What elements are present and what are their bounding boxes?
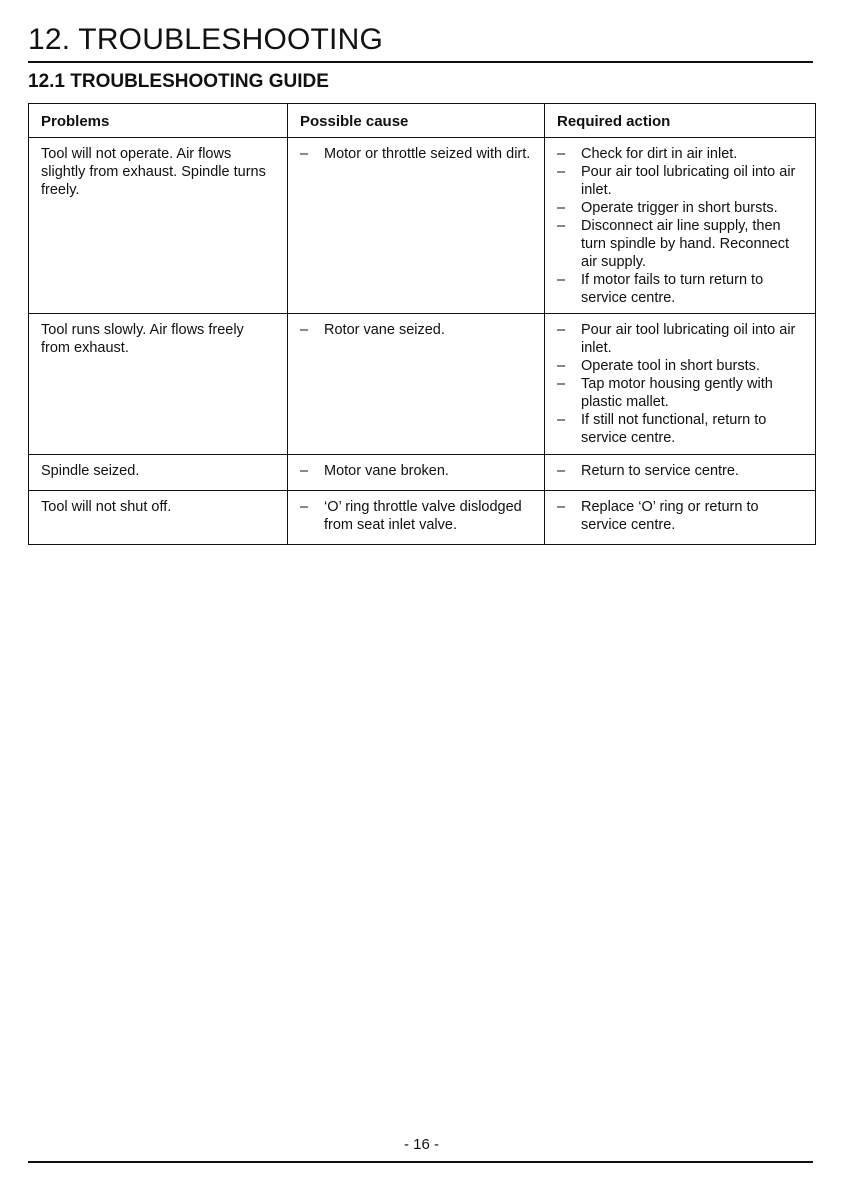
- cause-cell: [288, 491, 545, 545]
- title-divider: [28, 61, 813, 63]
- cause-list: [300, 321, 536, 339]
- action-text: Pour air tool lubricating oil into air inlet.: [581, 322, 796, 356]
- action-text: Operate trigger in short bursts.: [581, 200, 778, 216]
- dash-bullet: –: [557, 146, 566, 162]
- list-item: [557, 357, 807, 375]
- cause-cell: [288, 138, 545, 314]
- problem-cell: Tool will not operate. Air flows slightly from exhaust. Spindle turns freely.: [29, 138, 288, 314]
- dash-bullet: –: [300, 463, 309, 479]
- cause-list: [300, 498, 536, 534]
- table-row: [29, 138, 816, 314]
- table-row: [29, 455, 816, 491]
- action-text: If still not functional, return to service centre.: [581, 412, 767, 446]
- troubleshooting-table: [28, 103, 816, 545]
- dash-bullet: –: [300, 322, 309, 338]
- header-problems: Problems: [29, 104, 288, 138]
- action-cell: [545, 491, 816, 545]
- header-required-action: Required action: [545, 104, 816, 138]
- cause-text: ‘O’ ring throttle valve dislodged from seat inlet valve.: [324, 499, 522, 533]
- list-item: [557, 217, 807, 271]
- dash-bullet: –: [300, 146, 309, 162]
- list-item: [557, 199, 807, 217]
- cause-cell: [288, 455, 545, 491]
- table-row: [29, 314, 816, 455]
- header-possible-cause: Possible cause: [288, 104, 545, 138]
- dash-bullet: –: [557, 218, 566, 234]
- action-text: Operate tool in short bursts.: [581, 358, 760, 374]
- list-item: [300, 321, 536, 339]
- list-item: [557, 498, 807, 534]
- problem-cell: Tool will not shut off.: [29, 491, 288, 545]
- action-text: If motor fails to turn return to service centre.: [581, 272, 764, 306]
- footer-divider: [28, 1161, 813, 1163]
- dash-bullet: –: [557, 358, 566, 374]
- list-item: [557, 321, 807, 357]
- action-list: [557, 498, 807, 534]
- action-cell: [545, 455, 816, 491]
- list-item: [557, 145, 807, 163]
- action-text: Return to service centre.: [581, 463, 739, 479]
- cause-text: Rotor vane seized.: [324, 322, 445, 338]
- cause-list: [300, 145, 536, 163]
- page-title: 12. TROUBLESHOOTING: [28, 23, 383, 56]
- problem-cell: Tool runs slowly. Air flows freely from exhaust.: [29, 314, 288, 455]
- action-text: Check for dirt in air inlet.: [581, 146, 738, 162]
- table-row: [29, 491, 816, 545]
- problem-cell: Spindle seized.: [29, 455, 288, 491]
- cause-list: [300, 462, 536, 480]
- action-text: Tap motor housing gently with plastic mallet.: [581, 376, 773, 410]
- section-title: 12.1 TROUBLESHOOTING GUIDE: [28, 71, 329, 92]
- dash-bullet: –: [557, 499, 566, 515]
- dash-bullet: –: [557, 164, 566, 180]
- dash-bullet: –: [557, 322, 566, 338]
- cause-text: Motor vane broken.: [324, 463, 449, 479]
- action-list: [557, 462, 807, 480]
- dash-bullet: –: [557, 412, 566, 428]
- list-item: [557, 375, 807, 411]
- action-text: Disconnect air line supply, then turn spindle by hand. Reconnect air supply.: [581, 218, 789, 270]
- dash-bullet: –: [557, 200, 566, 216]
- cause-text: Motor or throttle seized with dirt.: [324, 146, 531, 162]
- dash-bullet: –: [557, 463, 566, 479]
- list-item: [557, 462, 807, 480]
- table-header-row: [29, 104, 816, 138]
- action-list: [557, 321, 807, 447]
- action-text: Replace ‘O’ ring or return to service centre.: [581, 499, 759, 533]
- cause-cell: [288, 314, 545, 455]
- page-number: - 16 -: [403, 1136, 439, 1153]
- list-item: [300, 145, 536, 163]
- action-text: Pour air tool lubricating oil into air inlet.: [581, 164, 796, 198]
- list-item: [300, 498, 536, 534]
- dash-bullet: –: [557, 272, 566, 288]
- action-cell: [545, 138, 816, 314]
- list-item: [300, 462, 536, 480]
- list-item: [557, 163, 807, 199]
- list-item: [557, 271, 807, 307]
- dash-bullet: –: [300, 499, 309, 515]
- action-cell: [545, 314, 816, 455]
- dash-bullet: –: [557, 376, 566, 392]
- action-list: [557, 145, 807, 307]
- list-item: [557, 411, 807, 447]
